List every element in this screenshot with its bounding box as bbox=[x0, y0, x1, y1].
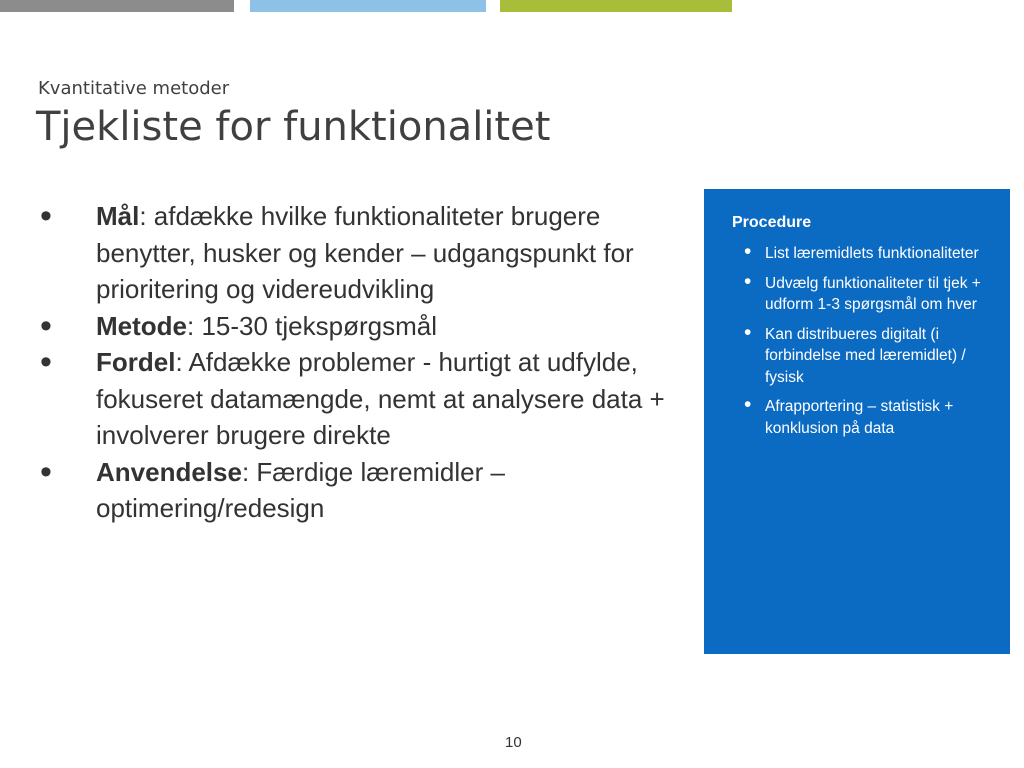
bullet-dot-icon: • bbox=[744, 393, 752, 416]
procedure-item bbox=[744, 240, 994, 265]
procedure-item bbox=[744, 393, 994, 439]
bullet-dot-icon: • bbox=[40, 306, 52, 345]
main-bullet-list bbox=[40, 198, 680, 527]
bullet-term: Mål bbox=[96, 201, 140, 231]
procedure-item bbox=[744, 320, 994, 389]
bullet-dot-icon: • bbox=[40, 197, 52, 235]
bullet-text: : 15-30 tjekspørgsmål bbox=[187, 310, 437, 341]
bullet-term: Anvendelse bbox=[96, 456, 242, 487]
bullet-item-maal bbox=[40, 198, 680, 308]
top-strip-gray bbox=[0, 0, 234, 12]
procedure-item-text: Udvælg funktionaliteter til tjek + udform 1-3 spørgsmål om hver bbox=[765, 274, 981, 313]
slide-title: Tjekliste for funktionalitet bbox=[36, 104, 551, 150]
page-number: 10 bbox=[505, 734, 522, 751]
bullet-item-anvendelse bbox=[40, 454, 680, 527]
procedure-item bbox=[744, 269, 994, 316]
bullet-dot-icon: • bbox=[744, 240, 752, 263]
procedure-item-text: Afrapportering – statistisk + konklusion på data bbox=[765, 398, 954, 437]
bullet-text: : Færdige læremidler – optimering/redesign bbox=[96, 456, 505, 523]
slide-subtitle: Kvantitative metoder bbox=[38, 78, 230, 99]
bullet-term: Fordel bbox=[96, 347, 176, 377]
bullet-dot-icon: • bbox=[744, 320, 752, 344]
bullet-dot-icon: • bbox=[40, 343, 52, 381]
procedure-list bbox=[744, 240, 994, 447]
procedure-title: Procedure bbox=[732, 214, 812, 231]
procedure-item-text: List læremidlets funktionaliteter bbox=[765, 245, 979, 262]
bullet-item-metode bbox=[40, 308, 680, 345]
bullet-term: Metode bbox=[96, 310, 187, 341]
bullet-item-fordel bbox=[40, 344, 680, 454]
bullet-text: : afdække hvilke funktionaliteter brugere benytter, husker og kender – udgangspunkt for prioritering og videreudvikling bbox=[96, 201, 634, 304]
procedure-item-text: Kan distribueres digitalt (i forbindelse med læremidlet) / fysisk bbox=[765, 325, 966, 386]
top-strip-green bbox=[500, 0, 732, 12]
top-strip-blue bbox=[250, 0, 486, 12]
procedure-panel bbox=[704, 189, 1010, 654]
bullet-dot-icon: • bbox=[40, 452, 52, 491]
bullet-dot-icon: • bbox=[744, 269, 752, 293]
bullet-text: : Afdække problemer - hurtigt at udfylde, fokuseret datamængde, nemt at analysere data + involverer brugere direkte bbox=[96, 347, 665, 450]
